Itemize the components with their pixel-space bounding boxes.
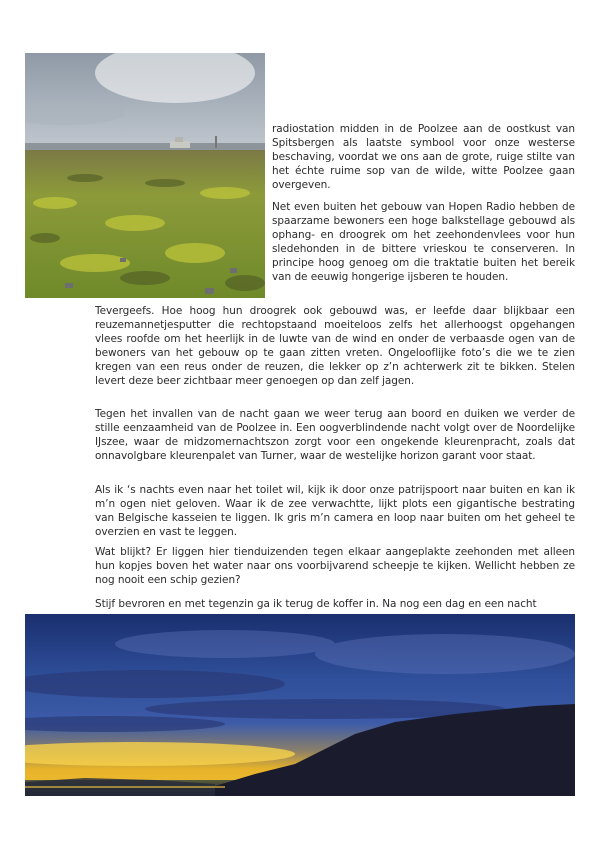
paragraph-7: Stijf bevroren en met tegenzin ga ik terug de koffer in. Na nog een dag en een nacht <box>95 598 537 610</box>
paragraph-2: Net even buiten het gebouw van Hopen Radio hebben de spaarzame bewoners een hoge balkstellage gebouwd als ophang- en droogrek om het zeehondenvlees voor hun sledehonden in de bittere vrieskou te conserveren. In principe hoog genoeg om die traktatie buiten het bereik van de eeuwig hongerige ijsberen te houden. <box>272 201 575 283</box>
paragraph-1: radiostation midden in de Poolzee aan de oostkust van Spitsbergen als laatste symbool voor onze westerse beschaving, voordat we ons aan de grote, ruige stilte van het échte ruime sop van de wilde, witte Poolzee gaan overgeven. <box>272 123 575 191</box>
paragraph-6: Wat blijkt? Er liggen hier tienduizenden tegen elkaar aangeplakte zeehonden met alleen hun kopjes boven het water naar ons voorbijvarend scheepje te kijken. Wellicht hebben ze nog nooit een schip gezien? <box>95 546 575 586</box>
paragraph-3: Tevergeefs. Hoe hoog hun droogrek ook gebouwd was, er leefde daar blijkbaar een reuzemannetjesputter die rechtopstaand moeiteloos zelfs het allerhoogst opgehangen vlees roofde om het heerlijk in de luwte van de wind en onder de verbaasde ogen van de bewoners van het gebouw op te gaan zitten vreten. Ongelooflijke foto’s die we te zien kregen van een reus onder de reuzen, die lekker op z’n achterwerk zit te bikken. Stelen levert deze beer zichtbaar meer genoegen op dan zelf jagen. <box>95 305 575 387</box>
midnight-sun-photo <box>25 614 575 796</box>
paragraph-5: Als ik ‘s nachts even naar het toilet wil, kijk ik door onze patrijspoort naar buiten en kan ik m’n ogen niet geloven. Waar ik de zee verwachtte, lijkt plots een gigantische bestrating van Belgische kasseien te liggen. Ik gris m’n camera en loop naar buiten om het geheel te overzien en vast te leggen. <box>95 484 575 538</box>
tundra-photo <box>25 53 265 298</box>
paragraph-4: Tegen het invallen van de nacht gaan we weer terug aan boord en duiken we verder de stille eenzaamheid van de Poolzee in. Een oogverblindende nacht volgt over de Noordelijke IJszee, waar de midzomernachtszon zorgt voor een ongekende kleurenpracht, zoals dat onnavolgbare kleurenpalet van Turner, waar de westelijke horizon garant voor staat. <box>95 408 575 462</box>
